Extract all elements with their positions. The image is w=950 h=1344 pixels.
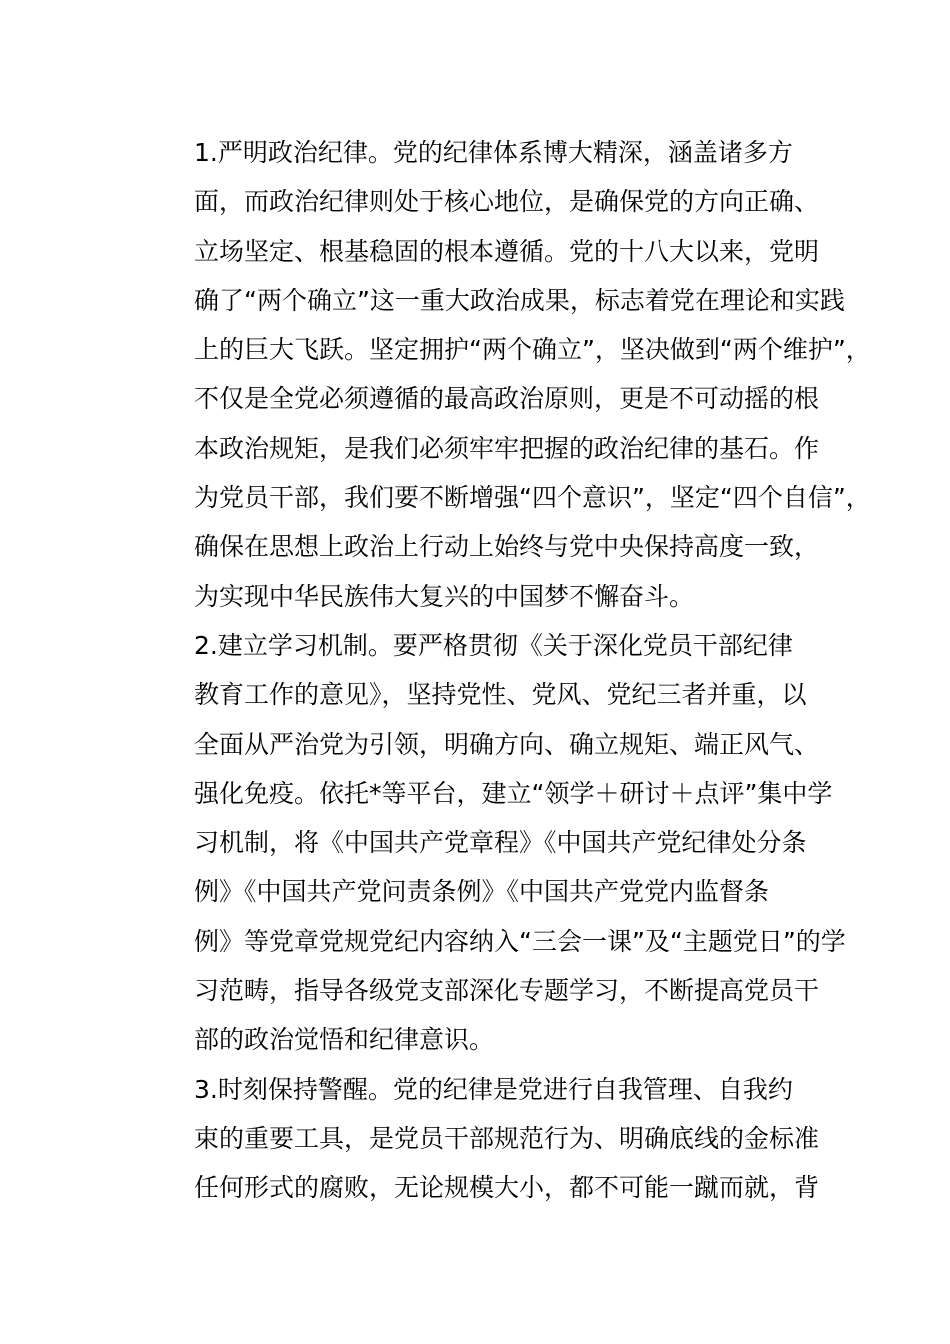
text-line: 为实现中华民族伟大复兴的中国梦不懈奋斗。 <box>194 581 695 611</box>
text-line: 本政治规矩，是我们必须牢牢把握的政治纪律的基石。作 <box>194 433 820 463</box>
text-line: 例》《中国共产党问责条例》《中国共产党党内监督条 <box>194 877 770 907</box>
text-line: 不仅是全党必须遵循的最高政治原则，更是不可动摇的根 <box>194 384 820 414</box>
text-line: 强化免疫。依托*等平台，建立“领学＋研讨＋点评”集中学 <box>194 778 833 808</box>
text-line: 立场坚定、根基稳固的根本遵循。党的十八大以来，党明 <box>194 236 820 266</box>
text-line: 任何形式的腐败，无论规模大小，都不可能一蹴而就，背 <box>194 1173 820 1203</box>
text-line: 面，而政治纪律则处于核心地位，是确保党的方向正确、 <box>194 187 820 217</box>
text-line: 确保在思想上政治上行动上始终与党中央保持高度一致， <box>194 532 820 562</box>
text-line: 部的政治觉悟和纪律意识。 <box>194 1025 495 1055</box>
text-line: 习机制，将《中国共产党章程》《中国共产党纪律处分条 <box>194 828 807 858</box>
text-line: 上的巨大飞跃。坚定拥护“两个确立”，坚决做到“两个维护”， <box>194 335 871 365</box>
text-line: 1.严明政治纪律。党的纪律体系博大精深，涵盖诸多方 <box>194 138 793 167</box>
text-line: 束的重要工具，是党员干部规范行为、明确底线的金标准 <box>194 1123 820 1153</box>
paragraph-3-stay-vigilant <box>144 1065 834 1213</box>
paragraph-2-learning-mechanism <box>144 621 846 1065</box>
text-line: 2.建立学习机制。要严格贯彻《关于深化党员干部纪律 <box>194 630 793 660</box>
text-line: 3.时刻保持警醒。党的纪律是党进行自我管理、自我约 <box>194 1074 793 1104</box>
text-line: 教育工作的意见》，坚持党性、党风、党纪三者并重，以 <box>194 680 807 710</box>
text-line: 为党员干部，我们要不断增强“四个意识”，坚定“四个自信”， <box>194 483 871 513</box>
text-line: 例》等党章党规党纪内容纳入“三会一课”及“主题党日”的学 <box>194 926 846 956</box>
paragraph-1-political-discipline <box>144 128 871 621</box>
text-line: 全面从严治党为引领，明确方向、确立规矩、端正风气、 <box>194 729 820 759</box>
text-line: 确了“两个确立”这一重大政治成果，标志着党在理论和实践 <box>194 285 845 315</box>
document-body <box>144 128 871 1213</box>
text-line: 习范畴，指导各级党支部深化专题学习，不断提高党员干 <box>194 976 820 1006</box>
